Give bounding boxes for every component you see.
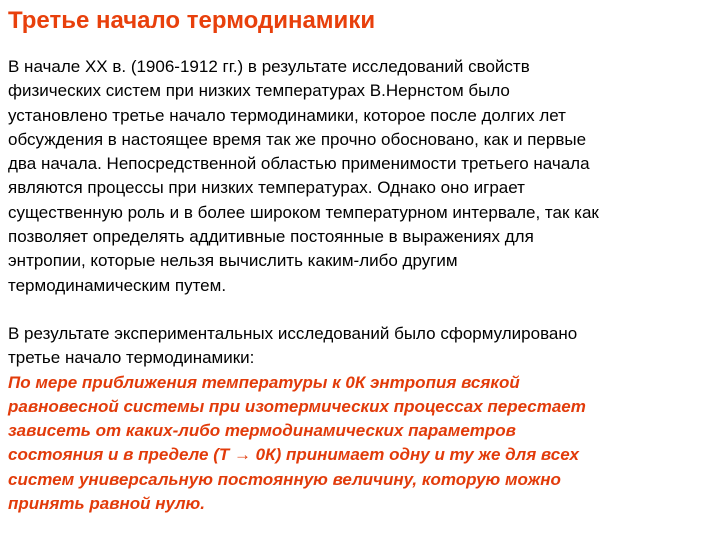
third-law-statement-line: По мере приближения температуры к 0К энтропия всякой: [8, 372, 520, 392]
intro-line: термодинамическим путем.: [8, 275, 227, 295]
intro-line: физических систем при низких температурах В.Нернстом было: [8, 81, 510, 101]
third-law-statement-line: систем универсальную постоянную величину, которую можно: [8, 469, 561, 489]
intro-line: позволяет определять аддитивные постоянные в выражениях для: [8, 227, 534, 247]
intro-paragraph: [8, 55, 712, 298]
intro-line: обсуждения в настоящее время так же прочно обосновано, как и первые: [8, 129, 587, 149]
third-law-statement-line: состояния и в пределе (Т → 0К) принимает одну и ту же для всех: [8, 445, 579, 465]
third-law-statement-line: принять равной нулю.: [8, 494, 205, 514]
result-paragraph: [8, 322, 712, 516]
result-line: В результате экспериментальных исследований было сформулировано: [8, 324, 578, 343]
slide-title: Третье начало термодинамики: [8, 7, 376, 34]
intro-line: являются процессы при низких температурах. Однако оно играет: [8, 178, 525, 198]
third-law-statement-line: зависеть от каких-либо термодинамических параметров: [8, 421, 516, 441]
intro-line: существенную роль и в более широком температурном интервале, так как: [8, 202, 599, 222]
intro-line: два начала. Непосредственной областью применимости третьего начала: [8, 154, 590, 174]
intro-line: установлено третье начало термодинамики, которое после долгих лет: [8, 105, 566, 125]
intro-line: В начале XX в. (1906-1912 гг.) в результате исследований свойств: [8, 57, 530, 76]
result-line: третье начало термодинамики:: [8, 348, 255, 368]
intro-line: энтропии, которые нельзя вычислить каким-либо другим: [8, 251, 458, 271]
third-law-statement-line: равновесной системы при изотермических процессах перестает: [8, 396, 586, 416]
